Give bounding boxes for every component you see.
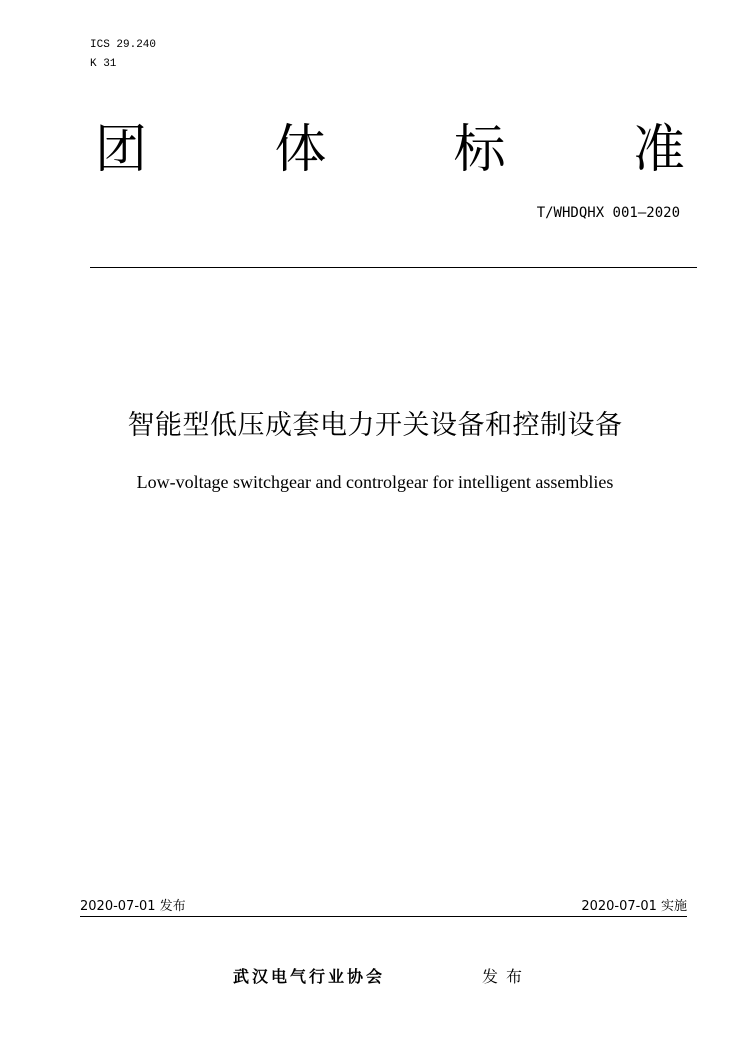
document-type-heading [95, 118, 685, 182]
header-divider [90, 267, 697, 268]
implementation-date: 2020-07-01 实施 [581, 899, 687, 914]
document-type-char-4: 准 [632, 120, 685, 180]
issue-date: 2020-07-01 发布 [80, 899, 186, 914]
ics-code: ICS 29.240 [90, 39, 157, 51]
publisher-name: 武汉电气行业协会 [233, 967, 386, 986]
classification-code: K 31 [90, 58, 117, 70]
english-title: Low-voltage switchgear and controlgear for intelligent assemblies [136, 472, 614, 492]
chinese-title: 智能型低压成套电力开关设备和控制设备 [127, 410, 623, 441]
document-type-char-1: 团 [95, 120, 148, 180]
standard-number: T/WHDQHX 001—2020 [536, 205, 680, 221]
document-type-char-3: 标 [453, 120, 506, 180]
footer-divider [80, 916, 687, 917]
publish-label: 发布 [482, 967, 531, 986]
document-type-char-2: 体 [274, 120, 327, 180]
